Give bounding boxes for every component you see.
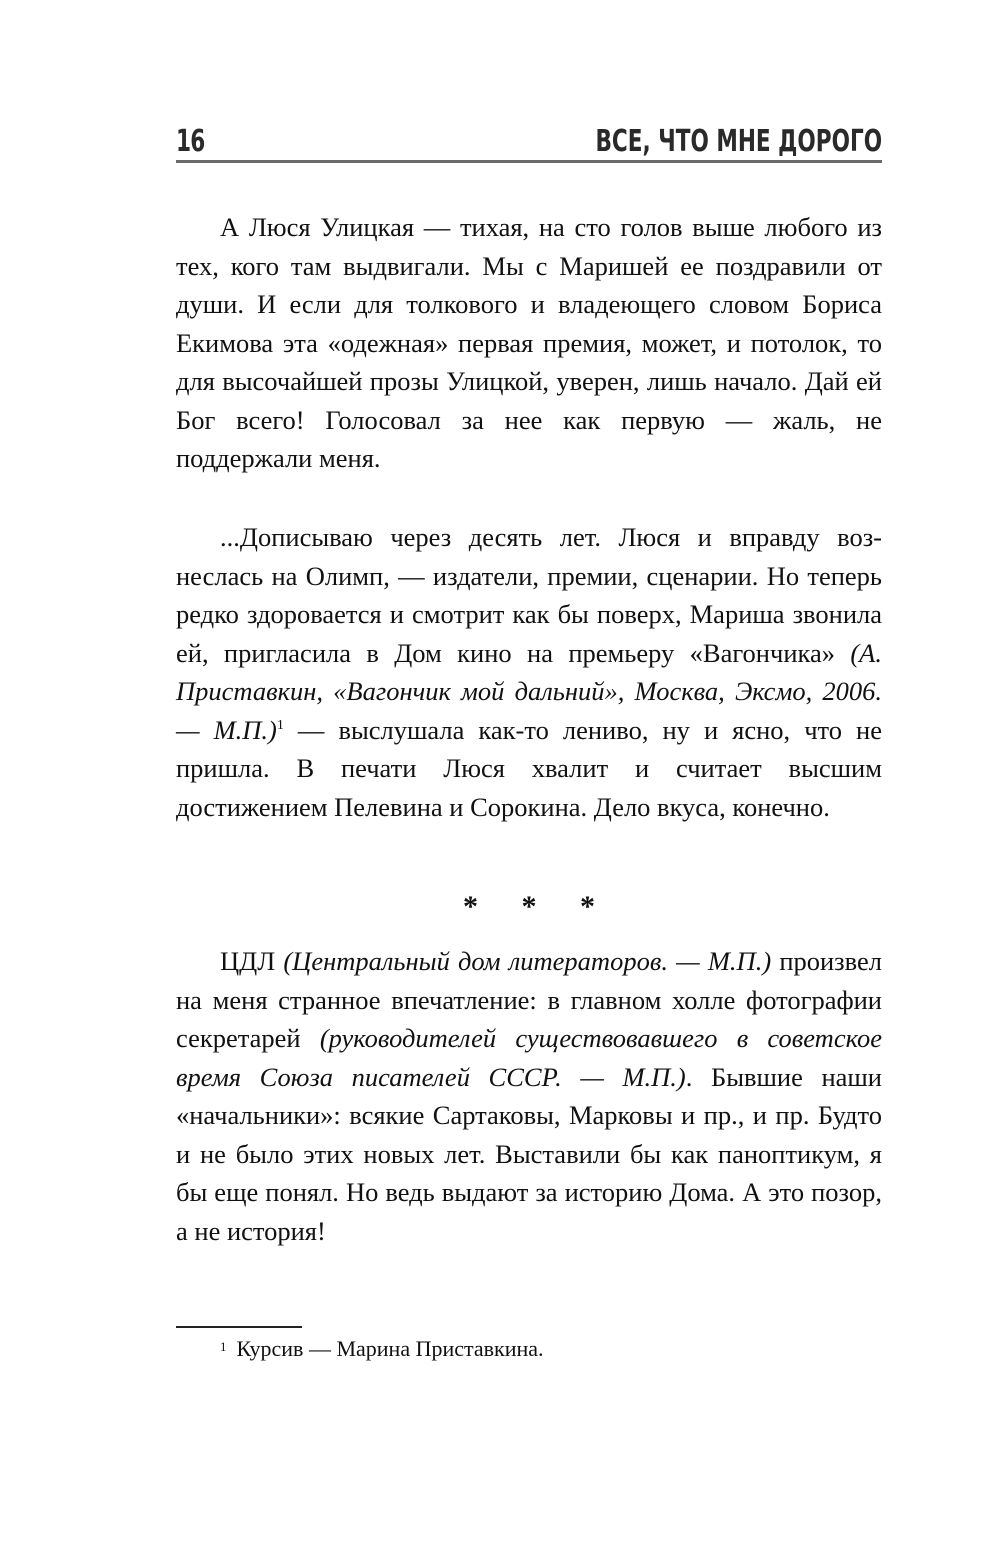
paragraph-3-text-a: ЦДЛ xyxy=(220,946,284,976)
footnote-mark: 1 xyxy=(220,1339,227,1354)
header-rule xyxy=(176,160,882,163)
footnote xyxy=(220,1334,544,1364)
page-number: 16 xyxy=(176,124,205,159)
paragraph-3-italic-note-2: (руководителей существовавшего в советское время Союза писателей СССР. — М.П.) xyxy=(176,1023,882,1092)
paragraph-3-italic-note-1: (Центральный дом литераторов. — М.П.) xyxy=(283,946,772,976)
paragraph-3 xyxy=(176,942,882,1250)
paragraph-3-text-b: произвел на меня странное впечатление: в главном холле фотографии секретарей xyxy=(176,946,882,1053)
footnote-rule xyxy=(176,1326,302,1328)
paragraph-2 xyxy=(176,518,882,826)
paragraph-1 xyxy=(176,208,882,478)
section-separator: * * * xyxy=(463,890,613,923)
paragraph-3-text-c: . Бывшие наши «начальники»: всякие Сартаковы, Марковы и пр., и пр. Будто и не было этих новых лет. Выставили бы как паноптикум, я бы еще понял. Но ведь выдают за историю Дома. А это позор, а не история! xyxy=(176,1061,882,1246)
paragraph-2-text-start: ...Дописываю через десять лет. Люся и вправду вознеслась на Олимп, — издатели, премии, сценарии. Но теперь редко здоровается и смотрит как бы поверх, Мариша звонила ей, пригласила в Дом кино на премьеру «Вагончика» xyxy=(176,522,882,668)
paragraph-2-text-end: — выслушала как-то лениво, ну и ясно, что не пришла. В печати Люся хвалит и считает высшим достижением Пелевина и Сорокина. Дело вкуса, конечно. xyxy=(176,714,882,822)
page-header xyxy=(176,118,882,160)
running-title: ВСЕ, ЧТО МНЕ ДОРОГО xyxy=(595,124,882,159)
footnote-reference[interactable]: 1 xyxy=(276,717,284,733)
paragraph-2-italic-note: (А. Приставкин, «Вагончик мой дальний», Москва, Эксмо, 2006. — М.П.) xyxy=(176,637,882,745)
footnote-text: Курсив — Марина Приставкина. xyxy=(236,1336,544,1361)
paragraph-1-text: А Люся Улицкая — тихая, на сто голов выше любого из тех, кого там выдвигали. Мы с Маришей ее поздравили от души. И если для толкового и владеющего словом Бориса Екимова эта «одежная» первая премия, может, и потолок, то для высочайшей прозы Улицкой, уверен, лишь начало. Дай ей Бог всего! Голосовал за нее как первую — жаль, не поддержали меня. xyxy=(176,212,882,473)
